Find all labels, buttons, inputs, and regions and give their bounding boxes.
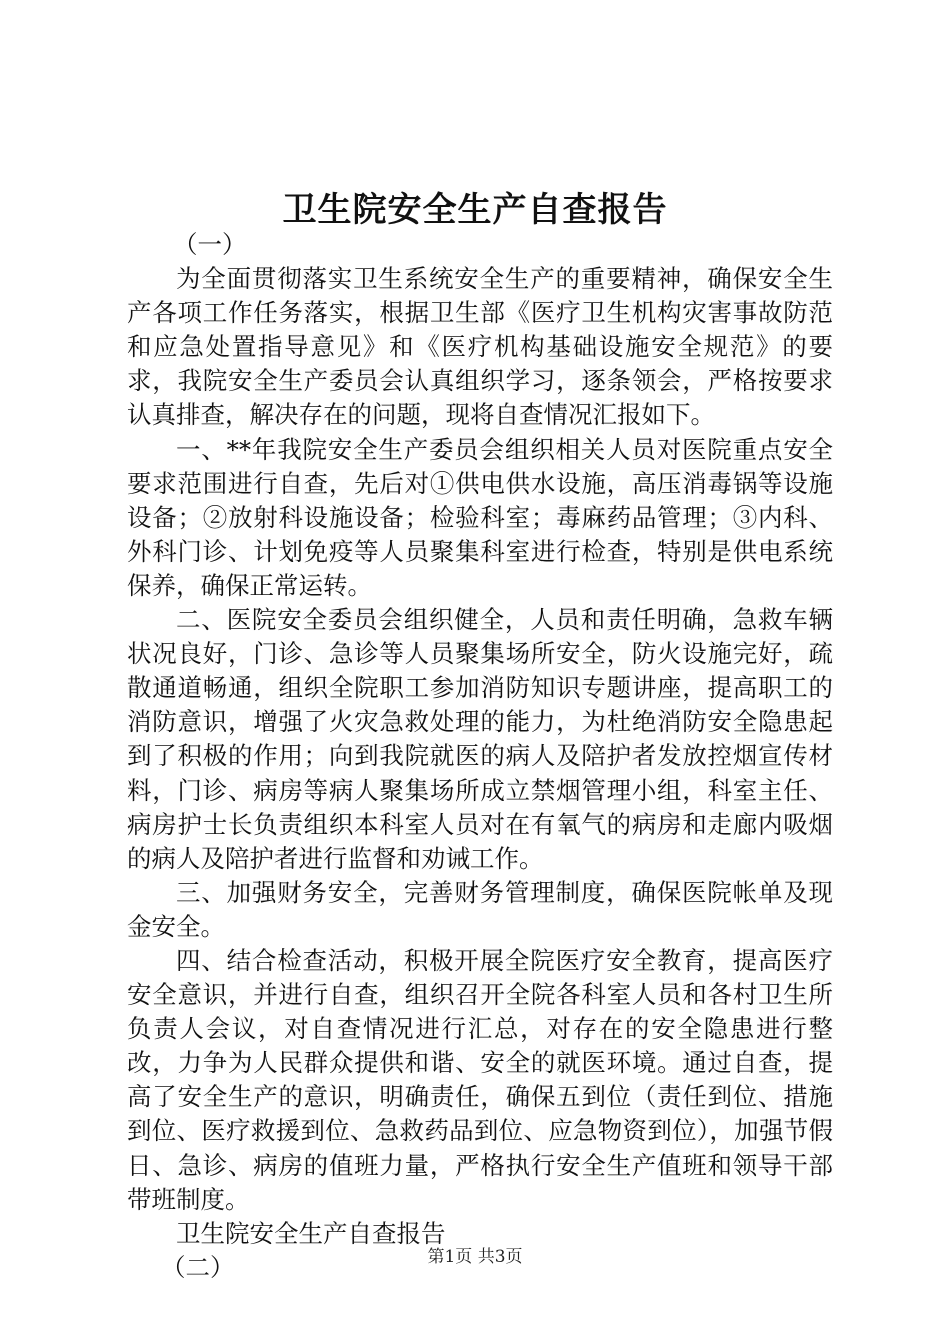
paragraph-item-three: 三、加强财务安全，完善财务管理制度，确保医院帐单及现金安全。 — [127, 877, 833, 941]
paragraph-item-one: 一、**年我院安全生产委员会组织相关人员对医院重点安全要求范围进行自查，先后对①供电供水设施，高压消毒锅等设施设备；②放射科设施设备；检验科室；毒麻药品管理；③内科、外科门诊、计划免疫等人员聚集科室进行检查，特别是供电系统保养，确保正常运转。 — [127, 434, 833, 600]
sub-heading: 卫生院安全生产自查报告 — [176, 1218, 446, 1248]
document-body — [127, 228, 833, 1285]
paragraph-item-two: 二、医院安全委员会组织健全，人员和责任明确，急救车辆状况良好，门诊、急诊等人员聚集场所安全，防火设施完好，疏散通道畅通，组织全院职工参加消防知识专题讲座，提高职工的消防意识，增强了火灾急救处理的能力，为杜绝消防安全隐患起到了积极的作用；向到我院就医的病人及陪护者发放控烟宣传材料，门诊、病房等病人聚集场所成立禁烟管理小组，科室主任、病房护士长负责组织本科室人员对在有氧气的病房和走廊内吸烟的病人及陪护者进行监督和劝诫工作。 — [127, 605, 833, 873]
document-title: 卫生院安全生产自查报告 — [282, 190, 668, 230]
section-marker-two: （二） — [161, 1252, 235, 1282]
intro-paragraph: 为全面贯彻落实卫生系统安全生产的重要精神，确保安全生产各项工作任务落实，根据卫生部《医疗卫生机构灾害事故防范和应急处置指导意见》和《医疗机构基础设施安全规范》的要求，我院安全生产委员会认真组织学习，逐条领会，严格按要求认真排查，解决存在的问题，现将自查情况汇报如下。 — [127, 264, 833, 430]
page-footer: 第1页 共3页 — [427, 1247, 523, 1267]
paragraph-item-four: 四、结合检查活动，积极开展全院医疗安全教育，提高医疗安全意识，并进行自查，组织召开全院各科室人员和各村卫生所负责人会议，对自查情况进行汇总，对存在的安全隐患进行整改，力争为人民群众提供和谐、安全的就医环境。通过自查，提高了安全生产的意识，明确责任，确保五到位（责任到位、措施到位、医疗救援到位、急救药品到位、应急物资到位），加强节假日、急诊、病房的值班力量，严格执行安全生产值班和领导干部带班制度。 — [127, 945, 833, 1214]
section-marker-one: （一） — [173, 230, 247, 259]
